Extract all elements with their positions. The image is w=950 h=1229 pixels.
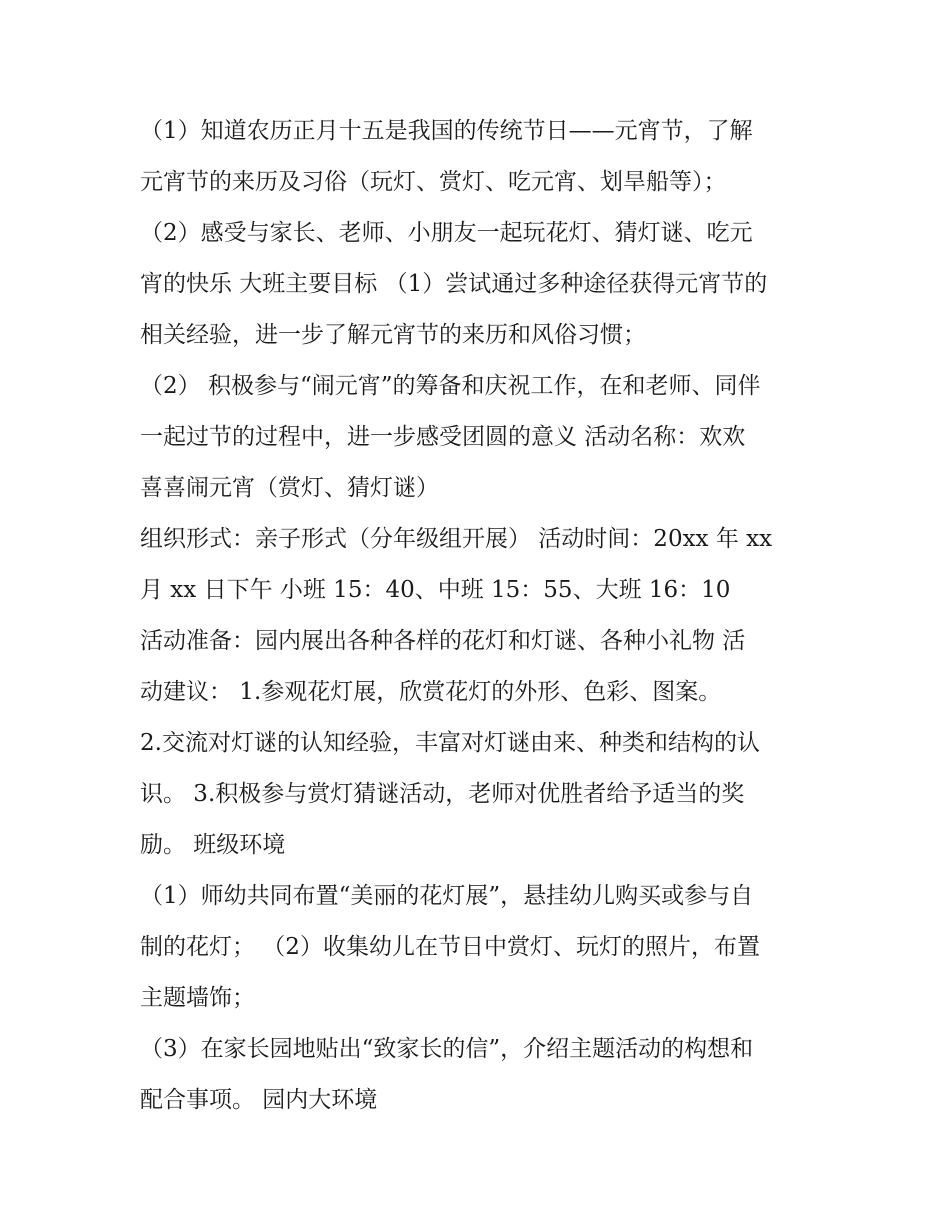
text-line: 主题墙饰；	[140, 985, 255, 1011]
text-line: 月 xx 日下午 小班 15：40、中班 15：55、大班 16：10	[140, 577, 731, 603]
text-line: 喜喜闹元宵（赏灯、猜灯谜）	[140, 475, 439, 501]
text-line: （1）知道农历正月十五是我国的传统节日——元宵节，了解	[140, 118, 753, 144]
text-line: 识。 3.积极参与赏灯猜谜活动，老师对优胜者给予适当的奖	[140, 781, 745, 807]
text-line: （2）感受与家长、老师、小朋友一起玩花灯、猜灯谜、吃元	[140, 220, 753, 246]
body-text	[140, 106, 820, 1126]
text-line: 一起过节的过程中，进一步感受团圆的意义 活动名称：欢欢	[140, 424, 746, 450]
text-line: 活动准备：园内展出各种各样的花灯和灯谜、各种小礼物 活	[140, 628, 746, 654]
text-line: 制的花灯； （2）收集幼儿在节日中赏灯、玩灯的照片，布置	[140, 934, 760, 960]
text-line: （2） 积极参与“闹元宵”的筹备和庆祝工作，在和老师、同伴	[140, 373, 761, 399]
text-line: 2.交流对灯谜的认知经验，丰富对灯谜由来、种类和结构的认	[140, 730, 760, 756]
text-line: 组织形式：亲子形式（分年级组开展） 活动时间：20xx 年 xx	[140, 526, 773, 552]
text-line: 相关经验，进一步了解元宵节的来历和风俗习惯；	[140, 322, 646, 348]
text-line: （1）师幼共同布置“美丽的花灯展”，悬挂幼儿购买或参与自	[140, 883, 754, 909]
text-line: 动建议： 1.参观花灯展，欣赏花灯的外形、色彩、图案。	[140, 679, 722, 705]
text-line: 宵的快乐 大班主要目标 （1）尝试通过多种途径获得元宵节的	[140, 271, 768, 297]
text-line: 励。 班级环境	[140, 832, 286, 858]
text-line: 配合事项。 园内大环境	[140, 1087, 378, 1113]
text-line: （3）在家长园地贴出“致家长的信”，介绍主题活动的构想和	[140, 1036, 754, 1062]
text-line: 元宵节的来历及习俗（玩灯、赏灯、吃元宵、划旱船等）；	[140, 169, 727, 195]
